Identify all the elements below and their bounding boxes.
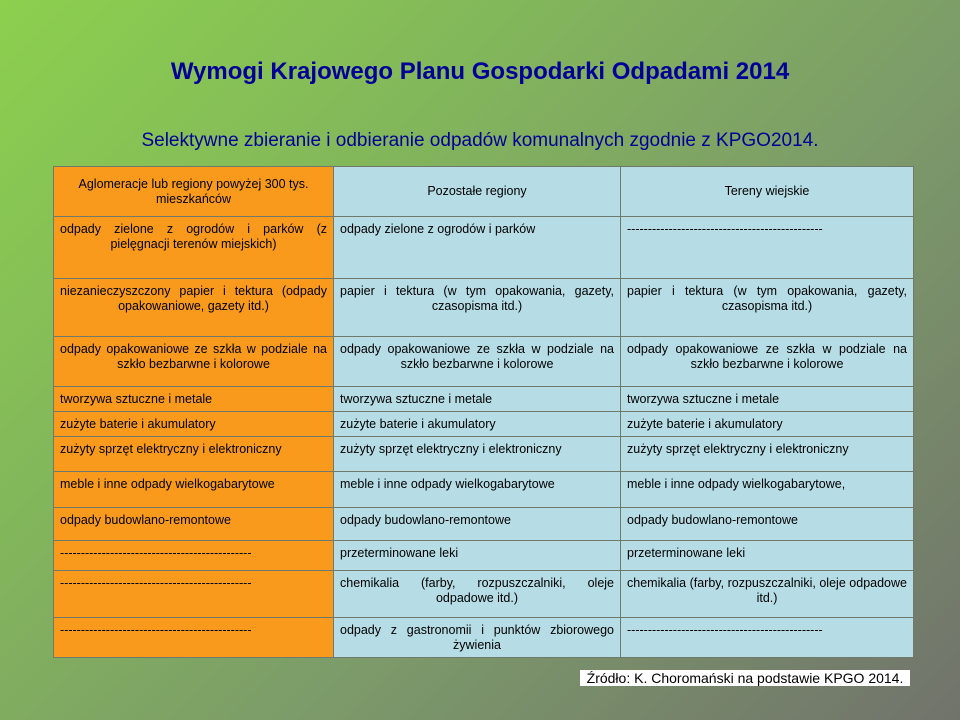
table-cell: ---------------------------------------------- — [54, 541, 334, 571]
table-row — [54, 437, 914, 472]
slide-subtitle: Selektywne zbieranie i odbieranie odpadów komunalnych zgodnie z KPGO2014. — [141, 130, 819, 151]
table-cell: odpady zielone z ogrodów i parków — [334, 217, 621, 279]
table-row — [54, 618, 914, 658]
table-cell: odpady opakowaniowe ze szkła w podziale na szkło bezbarwne i kolorowe — [334, 337, 621, 387]
table-row — [54, 508, 914, 541]
table-cell: przeterminowane leki — [334, 541, 621, 571]
table-cell: tworzywa sztuczne i metale — [334, 387, 621, 412]
table-row — [54, 412, 914, 437]
table-cell: meble i inne odpady wielkogabarytowe — [334, 472, 621, 508]
table-cell: przeterminowane leki — [621, 541, 914, 571]
table-row — [54, 217, 914, 279]
table-cell: meble i inne odpady wielkogabarytowe — [54, 472, 334, 508]
table-cell: chemikalia (farby, rozpuszczalniki, oleje odpadowe itd.) — [334, 571, 621, 618]
table-cell: papier i tektura (w tym opakowania, gazety, czasopisma itd.) — [621, 279, 914, 337]
table-cell: zużyte baterie i akumulatory — [334, 412, 621, 437]
table-row — [54, 571, 914, 618]
table-cell: meble i inne odpady wielkogabarytowe, — [621, 472, 914, 508]
table-cell: zużyty sprzęt elektryczny i elektroniczny — [334, 437, 621, 472]
table-cell: zużyte baterie i akumulatory — [621, 412, 914, 437]
waste-requirements-table — [53, 166, 914, 658]
table-cell: zużyty sprzęt elektryczny i elektroniczny — [621, 437, 914, 472]
slide-title: Wymogi Krajowego Planu Gospodarki Odpadami 2014 — [170, 58, 790, 85]
header-rural-areas: Tereny wiejskie — [621, 167, 914, 217]
table-row — [54, 387, 914, 412]
table-cell: ---------------------------------------------- — [54, 571, 334, 618]
table-cell: chemikalia (farby, rozpuszczalniki, oleje odpadowe itd.) — [621, 571, 914, 618]
header-row — [54, 167, 914, 217]
table-cell: odpady budowlano-remontowe — [334, 508, 621, 541]
table-cell: odpady budowlano-remontowe — [621, 508, 914, 541]
table-cell: ----------------------------------------------- — [621, 217, 914, 279]
table-cell: zużyte baterie i akumulatory — [54, 412, 334, 437]
table-cell: odpady opakowaniowe ze szkła w podziale na szkło bezbarwne i kolorowe — [621, 337, 914, 387]
table-cell: ---------------------------------------------- — [54, 618, 334, 658]
table-cell: odpady opakowaniowe ze szkła w podziale na szkło bezbarwne i kolorowe — [54, 337, 334, 387]
table-cell: ----------------------------------------------- — [621, 618, 914, 658]
table-cell: papier i tektura (w tym opakowania, gazety, czasopisma itd.) — [334, 279, 621, 337]
table-row — [54, 472, 914, 508]
table-row — [54, 279, 914, 337]
table-row — [54, 337, 914, 387]
header-other-regions: Pozostałe regiony — [334, 167, 621, 217]
table-cell: tworzywa sztuczne i metale — [621, 387, 914, 412]
header-agglomerations: Aglomeracje lub regiony powyżej 300 tys. mieszkańców — [54, 167, 334, 217]
table-cell: odpady zielone z ogrodów i parków (z pielęgnacji terenów miejskich) — [54, 217, 334, 279]
table-row — [54, 541, 914, 571]
table-cell: odpady z gastronomii i punktów zbiorowego żywienia — [334, 618, 621, 658]
table-cell: zużyty sprzęt elektryczny i elektroniczny — [54, 437, 334, 472]
table-cell: tworzywa sztuczne i metale — [54, 387, 334, 412]
table-cell: odpady budowlano-remontowe — [54, 508, 334, 541]
table-cell: niezanieczyszczony papier i tektura (odpady opakowaniowe, gazety itd.) — [54, 279, 334, 337]
source-note: Źródło: K. Choromański na podstawie KPGO 2014. — [580, 670, 910, 686]
